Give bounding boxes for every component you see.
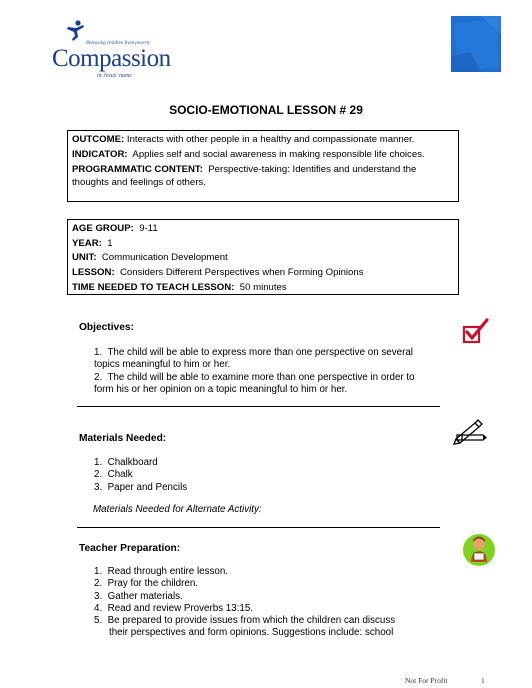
- prep-item-cont: their perspectives and form opinions. Suggestions include: school: [109, 627, 394, 639]
- material-item: 1. Chalkboard: [94, 457, 158, 468]
- year-value: 1: [107, 237, 113, 249]
- objectives-heading: Objectives:: [79, 322, 134, 333]
- time-value: 50 minutes: [239, 281, 287, 293]
- blue-square-graphic: [451, 16, 501, 72]
- leaping-child-icon: [66, 20, 86, 42]
- materials-list: [94, 457, 394, 494]
- indicator-label: INDICATOR:: [72, 149, 128, 161]
- age-label: AGE GROUP:: [72, 223, 134, 234]
- prep-item: 5. Be prepared to provide issues from which the children can discuss: [94, 615, 396, 627]
- red-checkbox-icon: [462, 317, 490, 345]
- logo-wordmark: Compassion: [52, 45, 171, 72]
- outcome-box: [67, 130, 459, 202]
- programmatic-value: Perspective-taking: Identifies and understand the thoughts and feelings of others.: [72, 164, 417, 188]
- objective-item: 1. The child will be able to express more than one perspective on several: [94, 347, 413, 358]
- lesson-label: LESSON:: [72, 267, 115, 279]
- page-number: 1: [481, 676, 485, 685]
- logo-subtitle: in Jesus' name: [97, 73, 132, 79]
- prep-item: 2. Pray for the children.: [94, 578, 199, 590]
- materials-heading: Materials Needed:: [79, 433, 167, 444]
- preparation-list: [94, 566, 464, 640]
- teacher-reading-icon: [461, 532, 497, 568]
- prep-item: 1. Read through entire lesson.: [94, 566, 228, 577]
- compassion-logo: [52, 20, 171, 79]
- indicator-value: Applies self and social awareness in making responsible life choices.: [132, 149, 425, 161]
- lesson-value: Considers Different Perspectives when Forming Opinions: [120, 267, 364, 279]
- age-value: 9-11: [139, 223, 158, 234]
- page-title: SOCIO-EMOTIONAL LESSON # 29: [169, 103, 363, 117]
- pencils-icon: [453, 419, 487, 445]
- objective-item-cont: form his or her opinion on a topic meaningful to him or her.: [94, 383, 348, 395]
- objective-item: 2. The child will be able to examine more than one perspective in order to: [94, 371, 415, 383]
- unit-label: UNIT:: [72, 252, 97, 264]
- programmatic-label: PROGRAMMATIC CONTENT:: [72, 164, 203, 176]
- year-label: YEAR:: [72, 237, 102, 249]
- time-label: TIME NEEDED TO TEACH LESSON:: [72, 281, 235, 293]
- footer-label: Not For Profit: [405, 676, 448, 685]
- alternate-materials-label: Materials Needed for Alternate Activity:: [93, 504, 262, 515]
- prep-item: 4. Read and review Proverbs 13:15.: [94, 602, 254, 614]
- prep-item: 3. Gather materials.: [94, 590, 183, 602]
- section-divider: [77, 406, 440, 407]
- material-item: 2. Chalk: [94, 469, 133, 481]
- material-item: 3. Paper and Pencils: [94, 481, 188, 493]
- preparation-heading: Teacher Preparation:: [79, 543, 181, 554]
- lesson-info-box: [67, 219, 459, 295]
- unit-value: Communication Development: [101, 252, 228, 264]
- objective-item-cont: topics meaningful to him or her.: [94, 359, 231, 371]
- logo-tagline: Releasing children from poverty: [86, 41, 151, 46]
- objectives-list: [94, 347, 454, 396]
- outcome-label: OUTCOME:: [72, 134, 125, 145]
- section-divider: [77, 527, 440, 528]
- outcome-value: Interacts with other people in a healthy and compassionate manner.: [126, 134, 415, 145]
